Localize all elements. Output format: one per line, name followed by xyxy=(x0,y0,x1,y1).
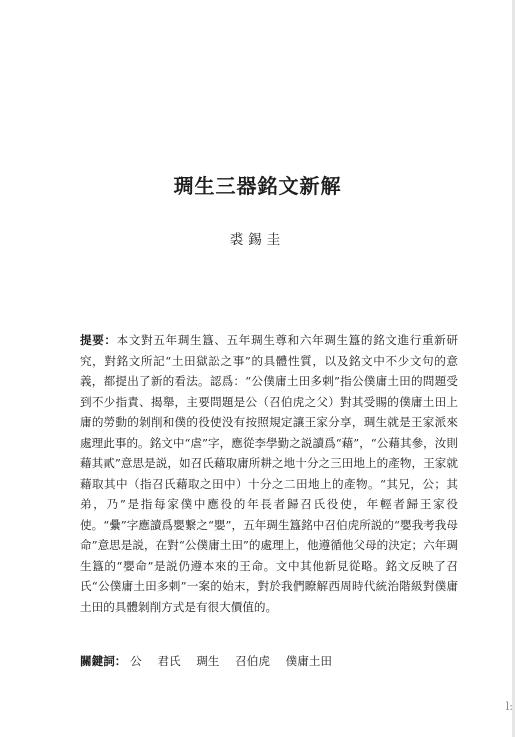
abstract-paragraph xyxy=(80,330,458,617)
page-edge-mark: l: xyxy=(505,700,513,713)
keywords-line xyxy=(80,651,458,671)
abstract-text: 本文對五年琱生簋、五年琱生尊和六年琱生簋的銘文進行重新研究，對銘文所記“土田獄訟之事”的具體性質，以及銘文中不少文句的意義，都提出了新的看法。認爲：“公僕庸土田多剌”指公僕庸土田的問題受到不少指責、揭舉，主要問題是公（召伯虎之父）對其受賜的僕庸土田上庸的勞動的剝削和僕的役使没有按照規定讓王家分享，琱生就是王家派來處理此事的。銘文中“虐”字，應從李學勤之説讀爲“藉”，“公藉其參，汝則藉其貳”意思是説，如召氏藉取庸所耕之地十分之三田地上的產物，王家就藉取其中（指召氏藉取之田中）十分之二田地上的產物。“其兄，公；其弟，乃”是指每家僕中應役的年長者歸召氏役使，年輕者歸王家役使。“纍”字應讀爲嬰繋之“嬰”，五年琱生簋銘中召伯虎所説的“嬰我考我母命”意思是説，在對“公僕庸土田”的處理上，他遵循他父母的決定；六年琱生簋的“嬰命”是説仍遵本來的王命。文中其他新見從略。銘文反映了召氏“公僕庸土田多剌”一案的始末，對於我們瞭解西周時代統治階級對僕庸土田的具體剝削方式是有很大價值的。 xyxy=(80,333,458,614)
keyword: 君氏 xyxy=(157,654,181,668)
keyword: 僕庸土田 xyxy=(285,654,333,668)
keywords-label: 關鍵詞： xyxy=(80,654,127,668)
paper-title: 琱生三器銘文新解 xyxy=(173,174,342,198)
author-name: 裘錫圭 xyxy=(229,232,286,248)
keyword: 琱生 xyxy=(196,654,220,668)
keyword: 公 xyxy=(130,654,142,668)
abstract-label: 提要： xyxy=(80,333,117,347)
keyword: 召伯虎 xyxy=(235,654,270,668)
